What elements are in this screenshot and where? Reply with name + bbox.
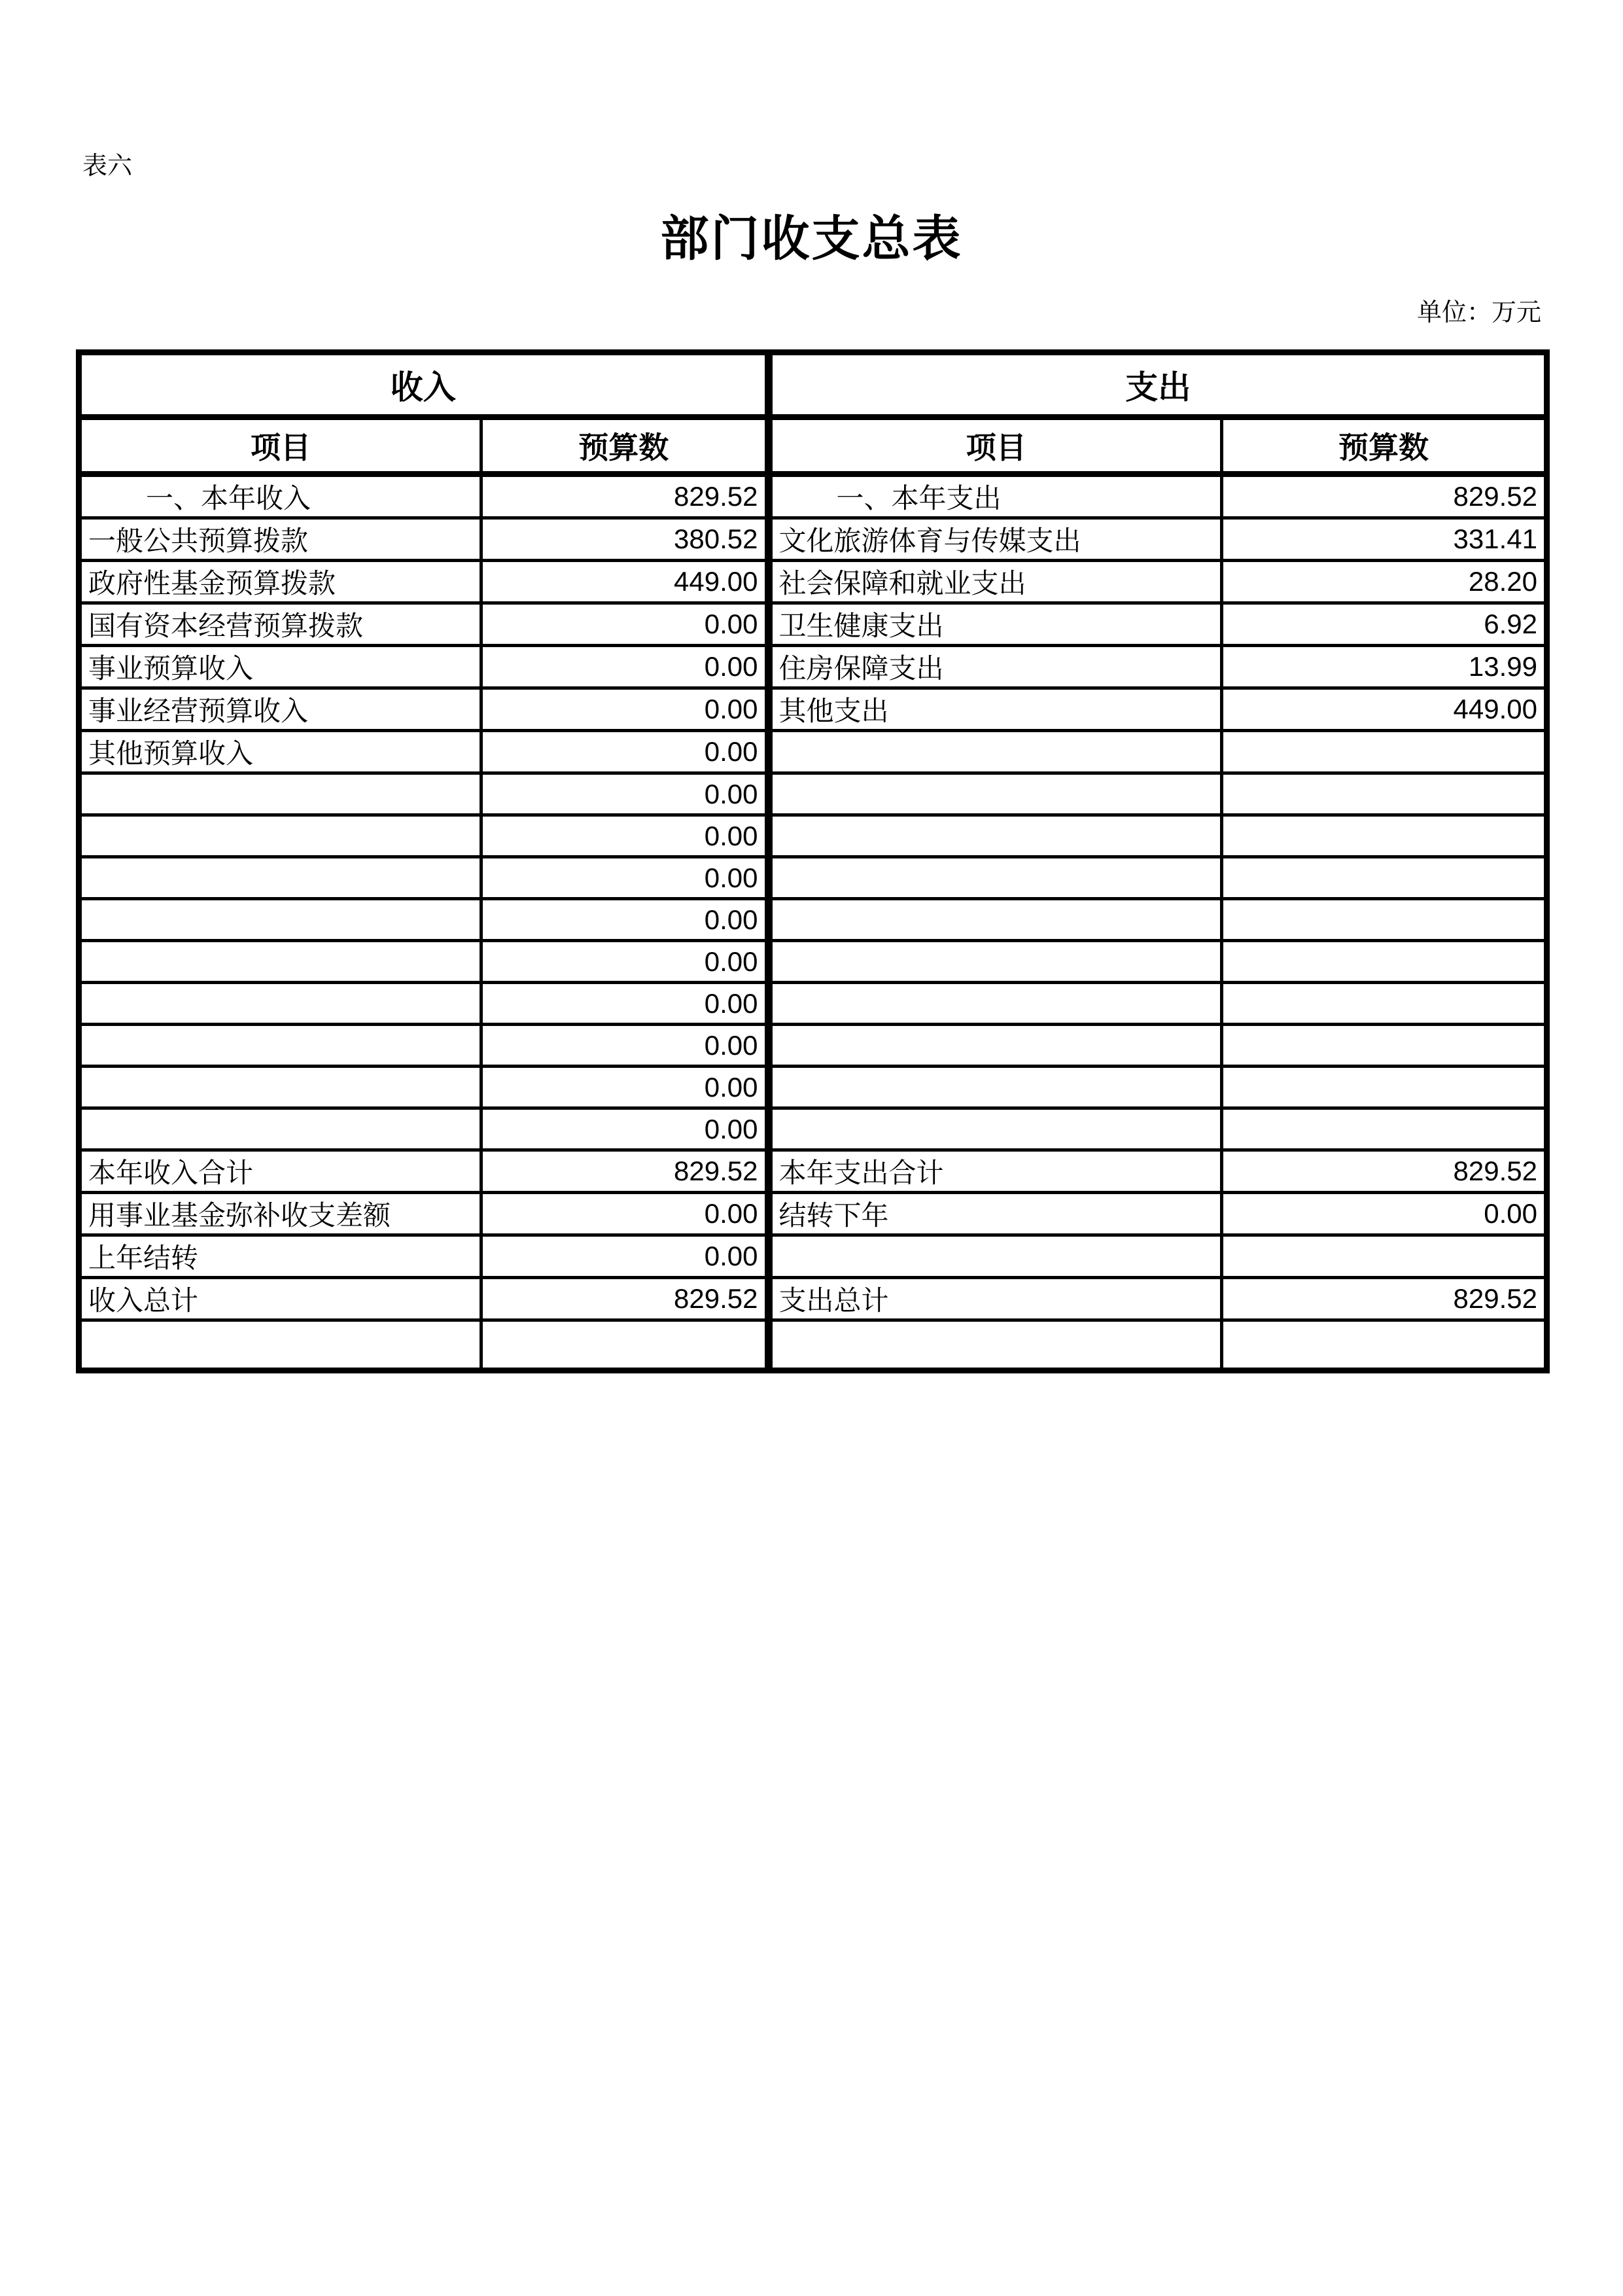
income-item-cell xyxy=(79,773,481,815)
table-row xyxy=(79,731,1547,773)
table-row xyxy=(79,773,1547,815)
income-budget-cell: 0.00 xyxy=(481,815,769,857)
income-item-cell: 一般公共预算拨款 xyxy=(79,518,481,561)
income-item-cell xyxy=(79,899,481,941)
expense-budget-cell: 28.20 xyxy=(1222,561,1547,603)
income-budget-cell: 0.00 xyxy=(481,899,769,941)
expense-item-cell xyxy=(769,1108,1222,1150)
income-budget-cell: 829.52 xyxy=(481,1150,769,1193)
income-budget-cell: 829.52 xyxy=(481,474,769,518)
expense-budget-cell: 13.99 xyxy=(1222,646,1547,688)
income-item-cell xyxy=(79,857,481,899)
expense-item-cell: 其他支出 xyxy=(769,688,1222,731)
income-item-cell: 上年结转 xyxy=(79,1235,481,1278)
income-item-cell: 事业预算收入 xyxy=(79,646,481,688)
expense-budget-cell xyxy=(1222,1235,1547,1278)
income-budget-cell: 0.00 xyxy=(481,941,769,983)
expense-item-cell xyxy=(769,941,1222,983)
table-row xyxy=(79,561,1547,603)
income-budget-cell: 0.00 xyxy=(481,1025,769,1067)
expense-item-cell xyxy=(769,983,1222,1025)
income-section-header: 收入 xyxy=(79,353,769,417)
income-item-cell xyxy=(79,1108,481,1150)
expense-budget-cell xyxy=(1222,1025,1547,1067)
expense-budget-cell xyxy=(1222,899,1547,941)
expense-budget-cell: 0.00 xyxy=(1222,1193,1547,1235)
income-item-cell xyxy=(79,1320,481,1371)
income-item-column-header: 项目 xyxy=(79,417,481,474)
income-budget-cell: 0.00 xyxy=(481,857,769,899)
expense-item-cell xyxy=(769,1067,1222,1108)
income-item-cell: 本年收入合计 xyxy=(79,1150,481,1193)
table-row xyxy=(79,1320,1547,1371)
income-item-cell: 收入总计 xyxy=(79,1278,481,1320)
table-row xyxy=(79,646,1547,688)
table-row xyxy=(79,1025,1547,1067)
income-budget-cell: 0.00 xyxy=(481,731,769,773)
expense-section-header: 支出 xyxy=(769,353,1547,417)
table-body xyxy=(79,474,1547,1371)
expense-item-cell: 文化旅游体育与传媒支出 xyxy=(769,518,1222,561)
income-item-cell xyxy=(79,941,481,983)
expense-budget-cell: 6.92 xyxy=(1222,603,1547,646)
table-row xyxy=(79,1235,1547,1278)
expense-item-column-header: 项目 xyxy=(769,417,1222,474)
table-row xyxy=(79,1108,1547,1150)
expense-item-cell: 支出总计 xyxy=(769,1278,1222,1320)
column-header-row xyxy=(79,417,1547,474)
income-budget-cell: 449.00 xyxy=(481,561,769,603)
income-item-cell: 事业经营预算收入 xyxy=(79,688,481,731)
expense-budget-cell xyxy=(1222,815,1547,857)
income-item-cell: 其他预算收入 xyxy=(79,731,481,773)
income-budget-column-header: 预算数 xyxy=(481,417,769,474)
expense-budget-cell: 829.52 xyxy=(1222,1150,1547,1193)
unit-label: 单位：万元 xyxy=(1416,299,1541,327)
income-budget-cell: 0.00 xyxy=(481,1067,769,1108)
expense-item-cell: 住房保障支出 xyxy=(769,646,1222,688)
expense-budget-cell: 829.52 xyxy=(1222,474,1547,518)
income-budget-cell: 0.00 xyxy=(481,1193,769,1235)
expense-item-cell: 本年支出合计 xyxy=(769,1150,1222,1193)
expense-budget-cell xyxy=(1222,773,1547,815)
expense-budget-cell: 331.41 xyxy=(1222,518,1547,561)
expense-item-cell: 卫生健康支出 xyxy=(769,603,1222,646)
table-row xyxy=(79,1193,1547,1235)
table-row xyxy=(79,983,1547,1025)
income-item-cell: 用事业基金弥补收支差额 xyxy=(79,1193,481,1235)
income-item-cell: 一、本年收入 xyxy=(79,474,481,518)
expense-budget-cell: 829.52 xyxy=(1222,1278,1547,1320)
table-row xyxy=(79,815,1547,857)
income-item-cell xyxy=(79,815,481,857)
expense-budget-cell xyxy=(1222,857,1547,899)
budget-summary-table xyxy=(76,349,1550,1373)
expense-item-cell xyxy=(769,1025,1222,1067)
expense-item-cell xyxy=(769,815,1222,857)
expense-item-cell xyxy=(769,773,1222,815)
section-header-row xyxy=(79,353,1547,417)
income-item-cell: 政府性基金预算拨款 xyxy=(79,561,481,603)
income-budget-cell: 0.00 xyxy=(481,688,769,731)
income-budget-cell: 0.00 xyxy=(481,1108,769,1150)
table-row xyxy=(79,688,1547,731)
income-budget-cell: 829.52 xyxy=(481,1278,769,1320)
expense-budget-column-header: 预算数 xyxy=(1222,417,1547,474)
expense-budget-cell xyxy=(1222,1067,1547,1108)
income-item-cell xyxy=(79,1067,481,1108)
table-row xyxy=(79,941,1547,983)
income-item-cell: 国有资本经营预算拨款 xyxy=(79,603,481,646)
income-budget-cell xyxy=(481,1320,769,1371)
page-title: 部门收支总表 xyxy=(660,213,963,266)
expense-budget-cell xyxy=(1222,731,1547,773)
table-row xyxy=(79,518,1547,561)
expense-item-cell xyxy=(769,1320,1222,1371)
income-budget-cell: 0.00 xyxy=(481,603,769,646)
table-row xyxy=(79,857,1547,899)
income-budget-cell: 0.00 xyxy=(481,1235,769,1278)
expense-item-cell: 一、本年支出 xyxy=(769,474,1222,518)
table-header xyxy=(79,353,1547,474)
table-row xyxy=(79,1150,1547,1193)
expense-budget-cell xyxy=(1222,1108,1547,1150)
expense-budget-cell xyxy=(1222,983,1547,1025)
table-row xyxy=(79,603,1547,646)
expense-item-cell: 社会保障和就业支出 xyxy=(769,561,1222,603)
income-budget-cell: 0.00 xyxy=(481,983,769,1025)
expense-budget-cell xyxy=(1222,1320,1547,1371)
expense-item-cell xyxy=(769,1235,1222,1278)
table-row xyxy=(79,1278,1547,1320)
table-row xyxy=(79,1067,1547,1108)
expense-item-cell xyxy=(769,899,1222,941)
expense-item-cell: 结转下年 xyxy=(769,1193,1222,1235)
expense-budget-cell xyxy=(1222,941,1547,983)
table-row xyxy=(79,474,1547,518)
expense-item-cell xyxy=(769,857,1222,899)
income-budget-cell: 380.52 xyxy=(481,518,769,561)
income-budget-cell: 0.00 xyxy=(481,646,769,688)
table-row xyxy=(79,899,1547,941)
income-item-cell xyxy=(79,1025,481,1067)
expense-item-cell xyxy=(769,731,1222,773)
income-item-cell xyxy=(79,983,481,1025)
income-budget-cell: 0.00 xyxy=(481,773,769,815)
table-number-label: 表六 xyxy=(82,152,133,180)
expense-budget-cell: 449.00 xyxy=(1222,688,1547,731)
